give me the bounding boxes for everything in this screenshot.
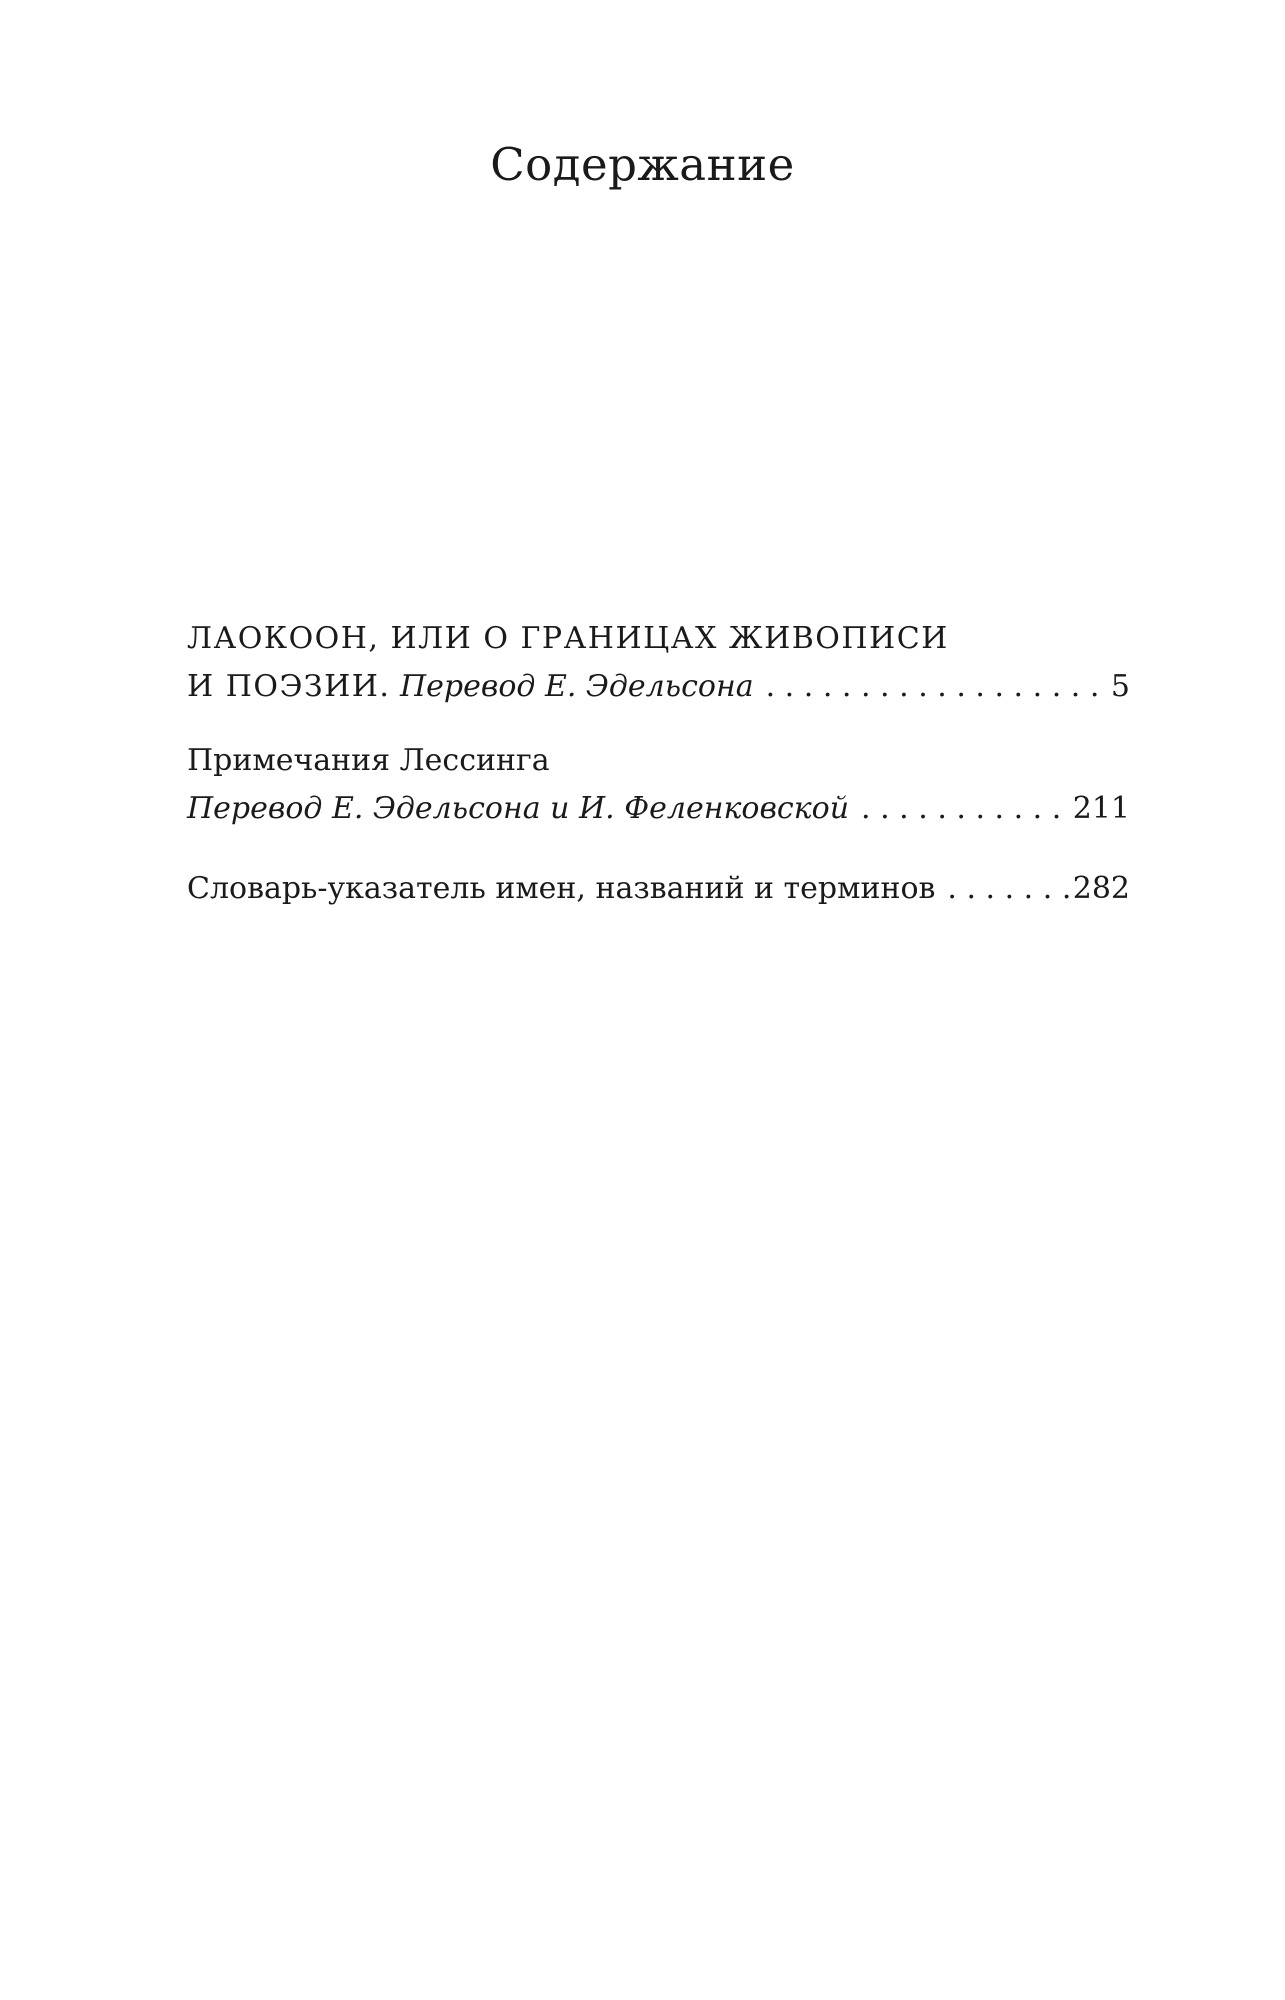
toc-page-number: 282 bbox=[1072, 871, 1130, 906]
toc-entry-translator: Перевод Е. Эдельсона bbox=[400, 669, 754, 704]
toc-page-number: 5 bbox=[1110, 669, 1130, 704]
toc-entry-line bbox=[187, 663, 1130, 711]
toc-entry-line bbox=[187, 615, 1130, 663]
dot-leader bbox=[766, 663, 1101, 711]
page-title: Содержание bbox=[490, 138, 795, 191]
toc-entry-title: Словарь-указатель имен, названий и терминов bbox=[187, 871, 936, 906]
toc-entry-lessing-notes[interactable] bbox=[187, 737, 1130, 833]
toc-entry-line bbox=[187, 865, 1130, 913]
table-of-contents bbox=[187, 615, 1130, 937]
toc-entry-title: Примечания Лессинга bbox=[187, 743, 550, 778]
toc-entry-translator: Перевод Е. Эдельсона и И. Феленковской bbox=[187, 791, 850, 826]
toc-entry-index[interactable] bbox=[187, 865, 1130, 913]
toc-entry-title: ЛАОКООН, ИЛИ О ГРАНИЦАХ ЖИВОПИСИ bbox=[187, 621, 949, 656]
toc-entry-line bbox=[187, 785, 1130, 833]
toc-entry-title-continued: И ПОЭЗИИ. bbox=[187, 669, 391, 704]
toc-entry-laocoon[interactable] bbox=[187, 615, 1130, 711]
dot-leader bbox=[861, 785, 1073, 833]
toc-entry-line bbox=[187, 737, 1130, 785]
dot-leader bbox=[947, 865, 1072, 913]
toc-page-number: 211 bbox=[1072, 791, 1130, 826]
